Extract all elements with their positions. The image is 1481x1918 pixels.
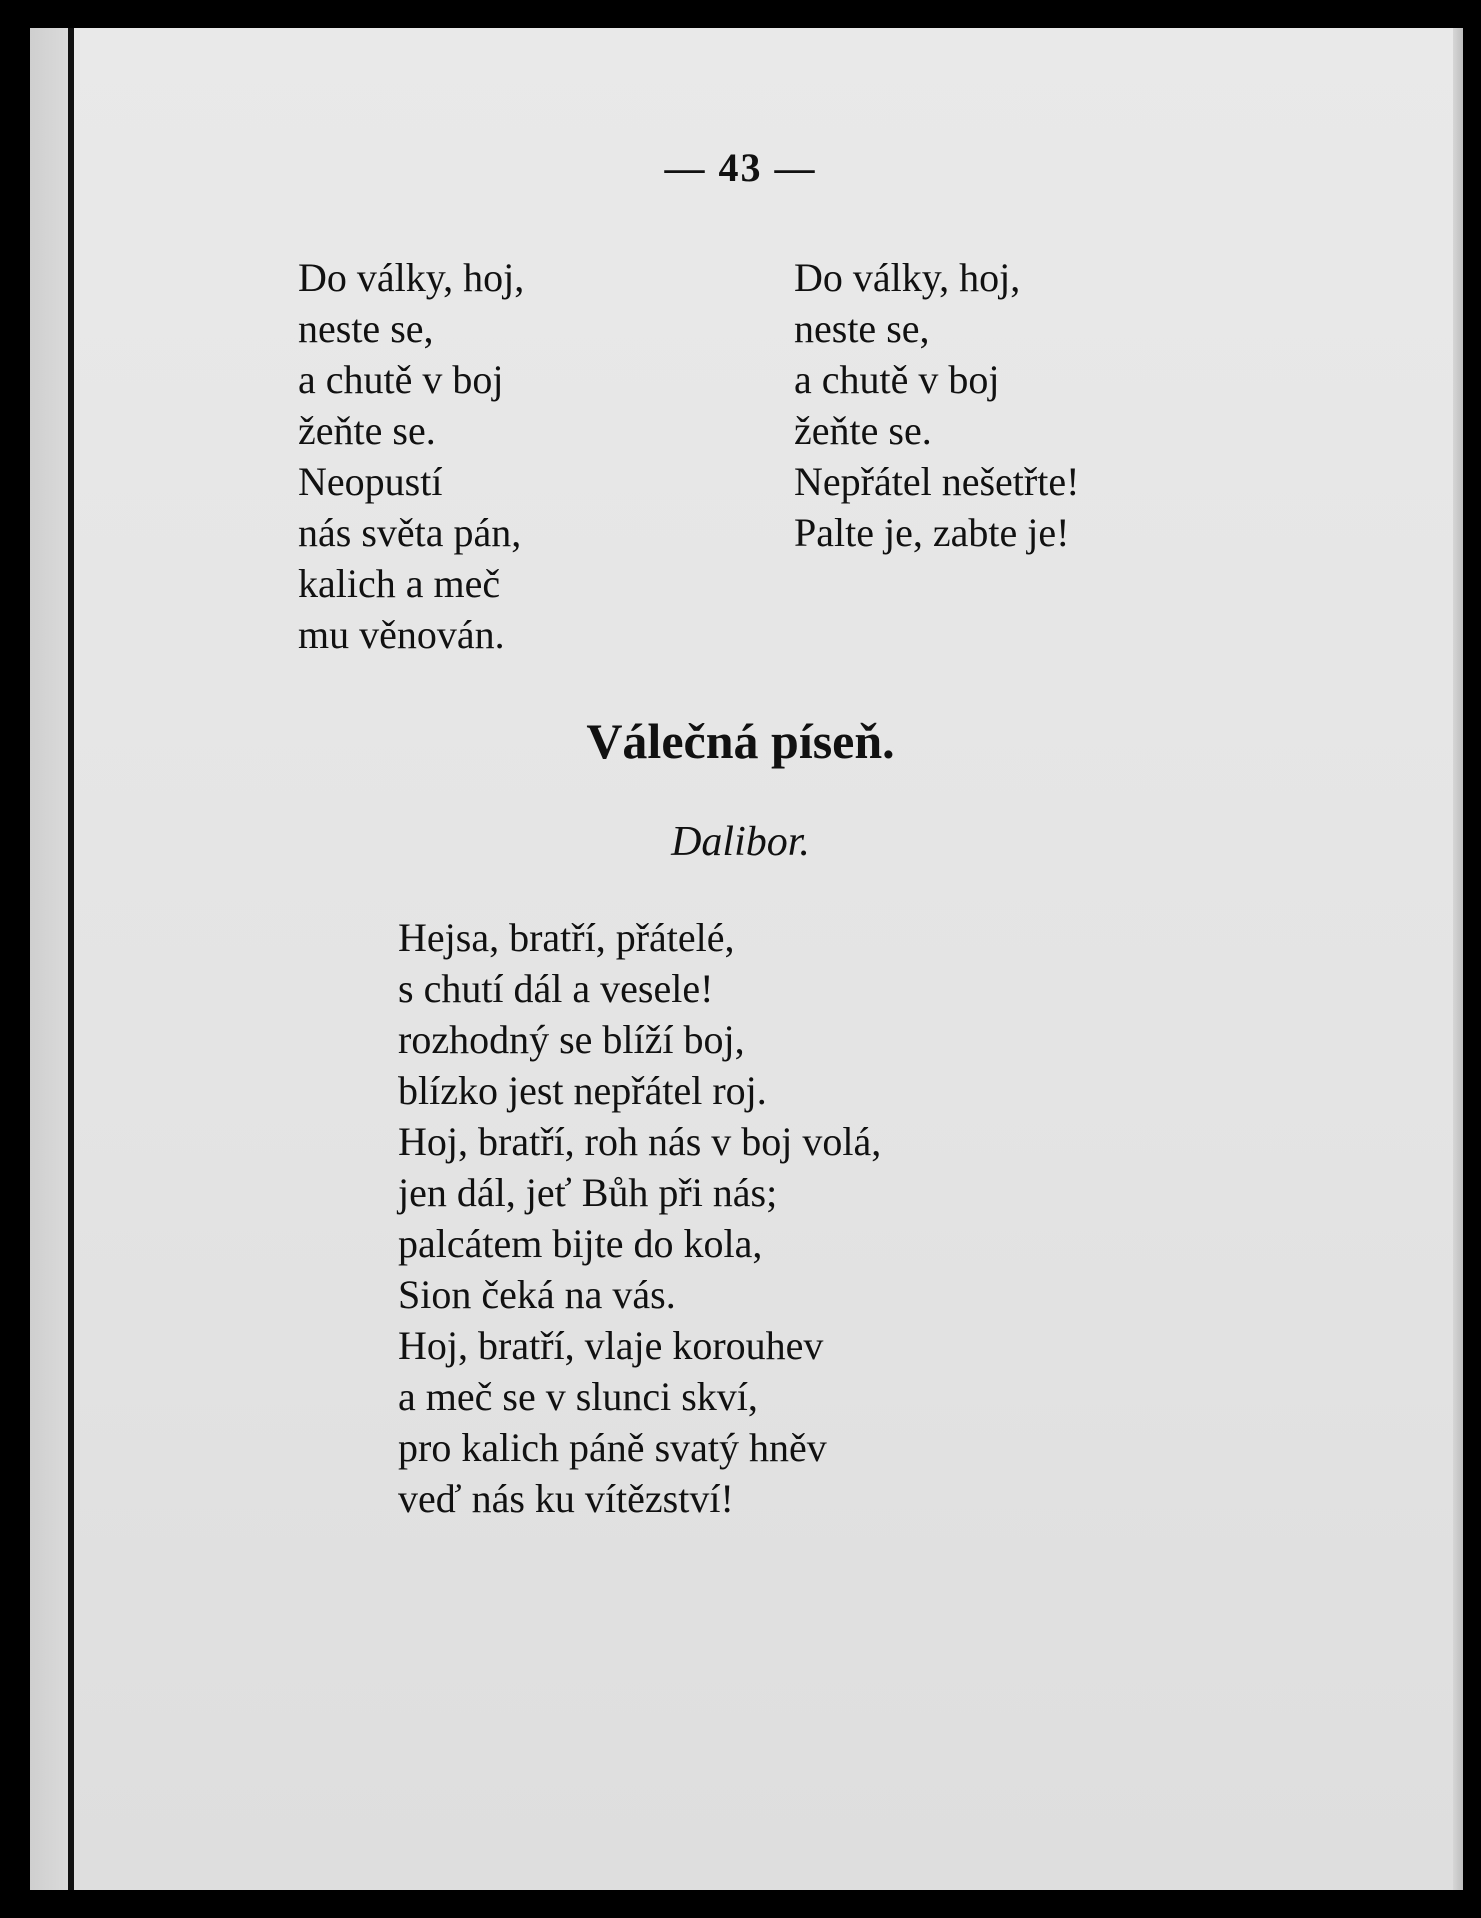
verse-line: Hoj, bratří, vlaje korouhev (398, 1323, 824, 1368)
verse-line: žeňte se. (298, 408, 436, 453)
verse-line: Do války, hoj, (298, 255, 525, 300)
verse-line: neste se, (298, 306, 434, 351)
stanza-left (298, 252, 524, 660)
verse-line: žeňte se. (794, 408, 932, 453)
song-author: Dalibor. (671, 819, 810, 865)
song-title: Válečná píseň. (586, 713, 895, 769)
verse-line: rozhodný se blíží boj, (398, 1017, 745, 1062)
verse-line: pro kalich páně svatý hněv (398, 1425, 827, 1470)
verse-line: Hejsa, bratří, přátelé, (398, 915, 735, 960)
binding-edge (68, 28, 74, 1890)
verse-line: neste se, (794, 306, 930, 351)
stanza-right (794, 252, 1079, 558)
verse-line: a meč se v slunci skví, (398, 1374, 758, 1419)
page-gutter (30, 28, 68, 1890)
verse-line: blízko jest nepřátel roj. (398, 1068, 767, 1113)
verse-line: jen dál, jeť Bůh při nás; (398, 1170, 778, 1215)
verse-line: kalich a meč (298, 561, 501, 606)
verse-line: Palte je, zabte je! (794, 510, 1070, 555)
verse-line: veď nás ku vítězství! (398, 1476, 734, 1521)
verse-line: s chutí dál a vesele! (398, 966, 714, 1011)
verse-line: nás světa pán, (298, 510, 522, 555)
verse-line: Hoj, bratří, roh nás v boj volá, (398, 1119, 882, 1164)
poem (398, 912, 881, 1524)
verse-line: a chutě v boj (794, 357, 1000, 402)
verse-line: Neopustí (298, 459, 443, 504)
page-edge (1453, 28, 1463, 1890)
verse-line: palcátem bijte do kola, (398, 1221, 763, 1266)
page-number: — 43 — (664, 145, 817, 190)
verse-line: Sion čeká na vás. (398, 1272, 676, 1317)
verse-line: mu věnován. (298, 612, 505, 657)
verse-line: a chutě v boj (298, 357, 504, 402)
verse-line: Do války, hoj, (794, 255, 1021, 300)
verse-line: Nepřátel nešetřte! (794, 459, 1080, 504)
